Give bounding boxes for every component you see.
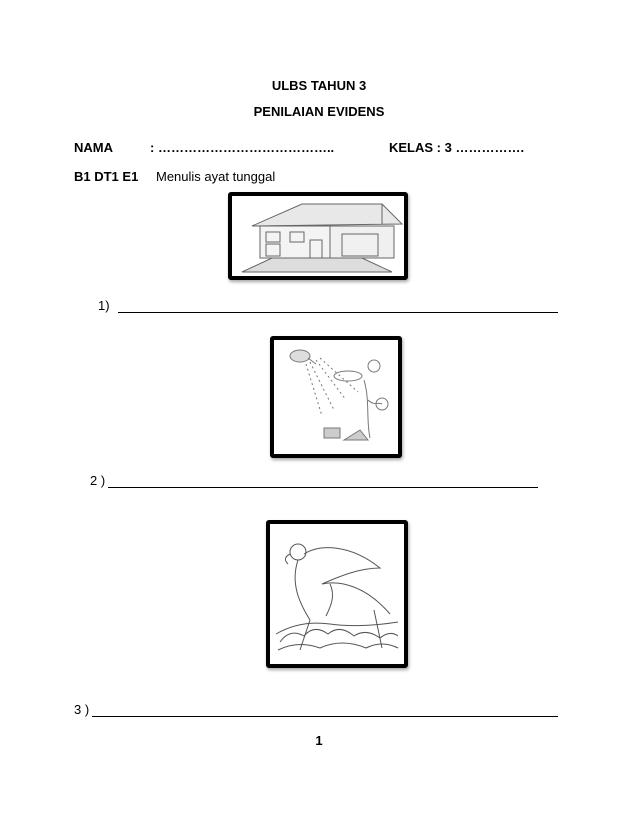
question-3-label: 3 ) <box>74 702 90 717</box>
question-1-label: 1) <box>98 298 110 313</box>
title-line-2: PENILAIAN EVIDENS <box>253 104 385 119</box>
answer-line-1[interactable] <box>118 312 558 313</box>
page-number: 1 <box>315 733 323 748</box>
answer-line-2[interactable] <box>108 487 538 488</box>
nama-field[interactable]: : ………………………………….. <box>150 140 335 155</box>
answer-line-3[interactable] <box>92 716 558 717</box>
kelas-field[interactable]: KELAS : 3 ……………. <box>389 140 525 155</box>
parrots-icon <box>266 520 408 668</box>
nama-label: NAMA <box>74 140 113 155</box>
title-line-1: ULBS TAHUN 3 <box>271 78 367 93</box>
question-2-label: 2 ) <box>90 473 106 488</box>
task-description: Menulis ayat tunggal <box>156 169 276 184</box>
house-icon <box>228 192 408 280</box>
task-code: B1 DT1 E1 <box>74 169 139 184</box>
watering-plant-icon <box>270 336 402 458</box>
